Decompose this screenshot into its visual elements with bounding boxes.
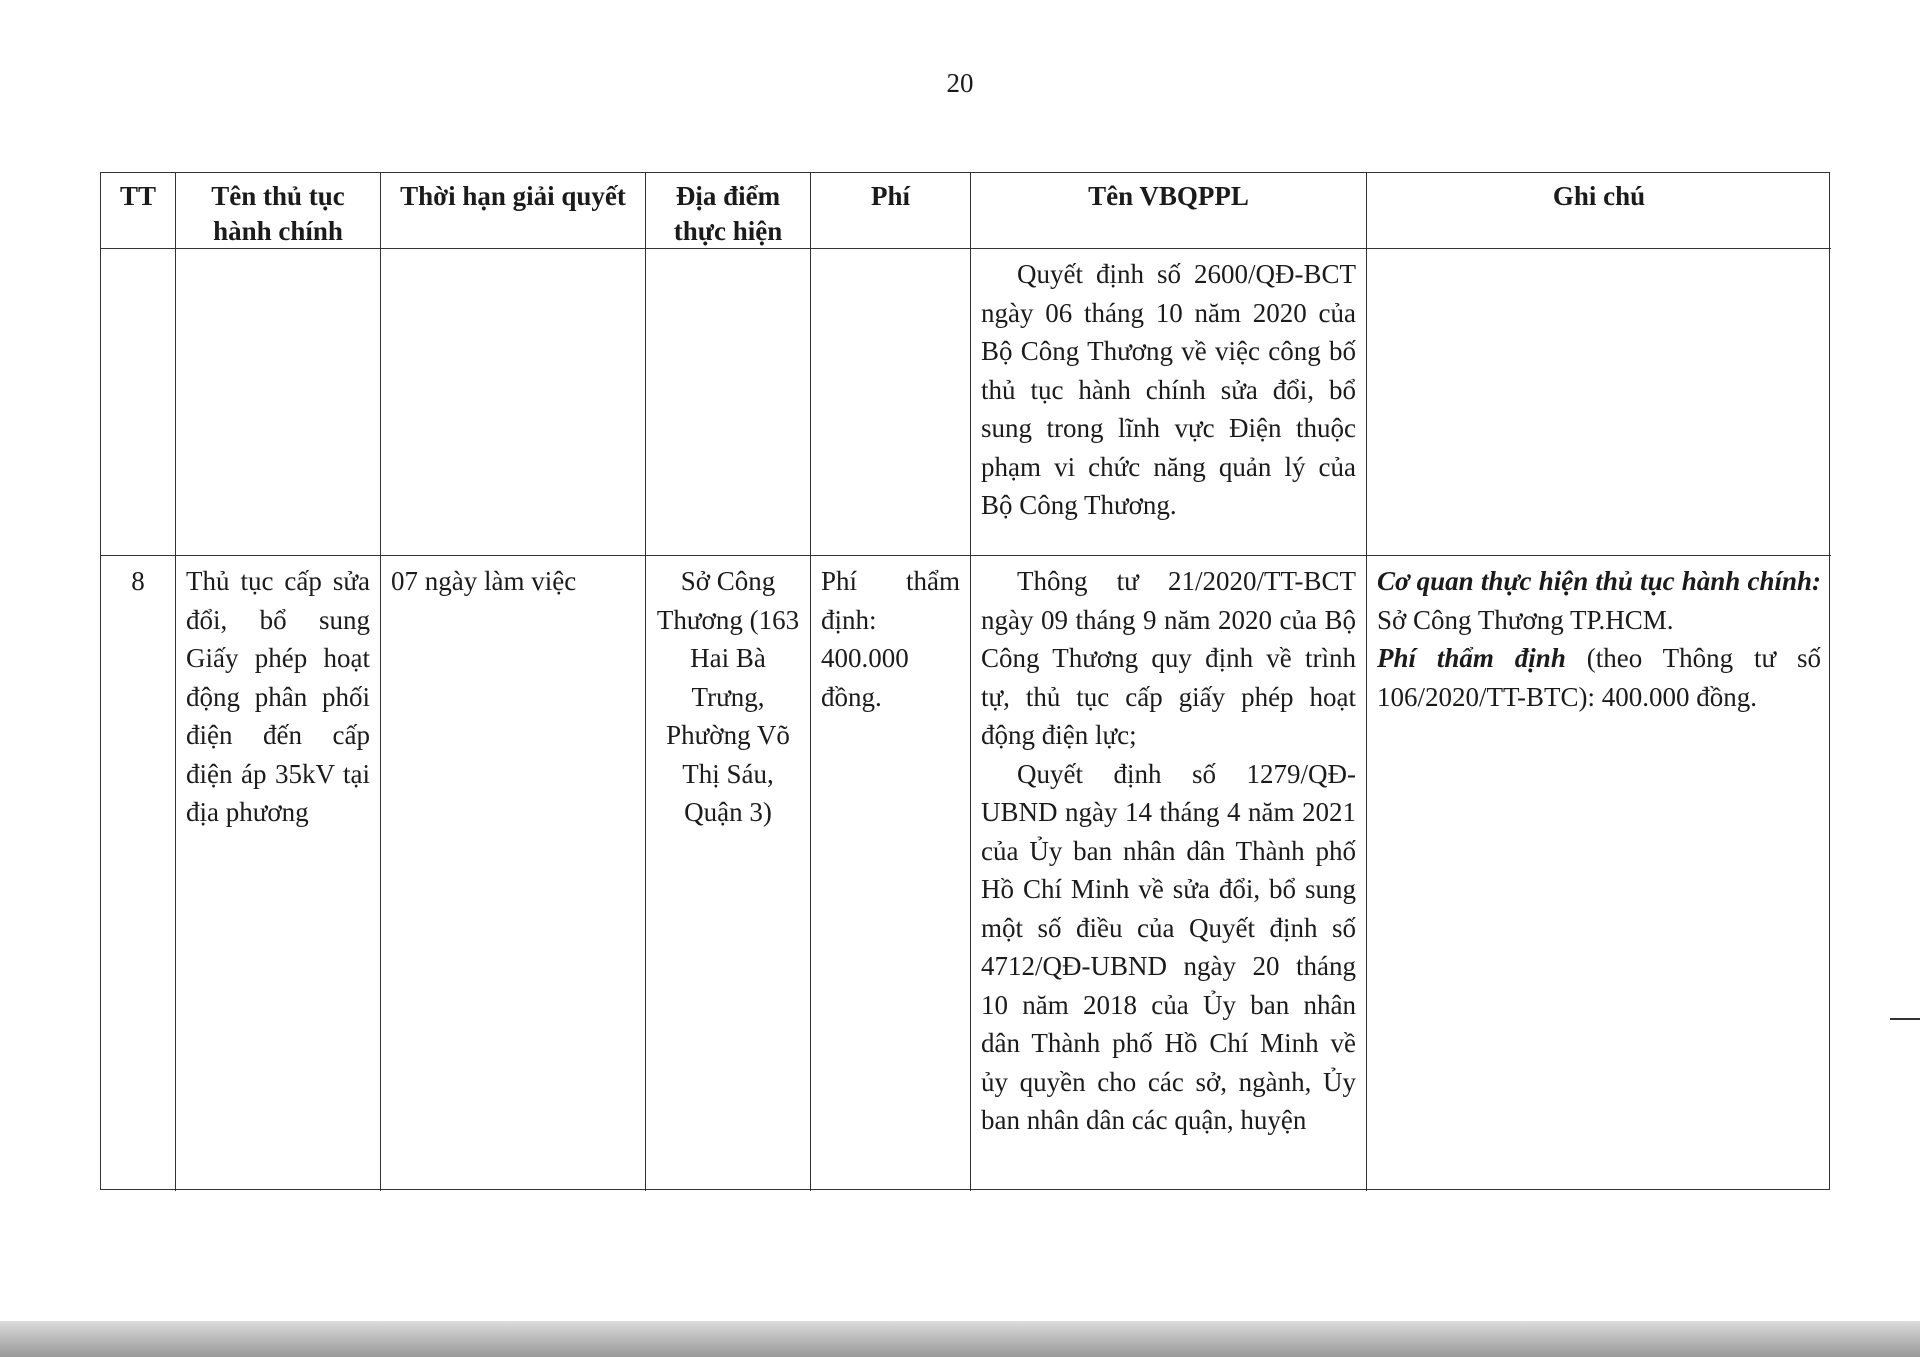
- row-8-legal-text-1: Thông tư 21/2020/TT-BCT ngày 09 tháng 9 năm 2020 của Bộ Công Thương quy định về trình tự, thủ tục cấp giấy phép hoạt động điện lực;: [981, 566, 1356, 750]
- page-number: 20: [946, 68, 974, 98]
- note-fee-label: Phí thẩm định: [1377, 643, 1566, 673]
- header-legal-document: Tên VBQPPL: [971, 173, 1367, 249]
- header-tt: TT: [101, 173, 176, 249]
- row-8-fee: Phí thẩm định: 400.000 đồng.: [811, 556, 971, 1191]
- continuation-legal-text: Quyết định số 2600/QĐ-BCT ngày 06 tháng 10 năm 2020 của Bộ Công Thương về việc công bố thủ tục hành chính sửa đổi, bổ sung trong lĩnh vực Điện thuộc phạm vi chức năng quản lý của Bộ Công Thương.: [971, 249, 1367, 556]
- scan-shadow-bar: [0, 1321, 1920, 1357]
- continuation-time-cell: [381, 249, 646, 556]
- row-8-note-1: [1377, 562, 1821, 639]
- note-agency-text: Sở Công Thương TP.HCM.: [1377, 604, 1674, 635]
- header-location: Địa điểm thực hiện: [646, 173, 811, 249]
- note-agency-label: Cơ quan thực hiện thủ tục hành chính:: [1377, 566, 1821, 596]
- row-8-processing-time: 07 ngày làm việc: [381, 556, 646, 1191]
- header-procedure-name: Tên thủ tục hành chính: [176, 173, 381, 249]
- note-fee-text: (theo Thông tư số 106/2020/TT-BTC): 400.000 đồng.: [1377, 643, 1821, 712]
- row-8-legal-text-2: Quyết định số 1279/QĐ-UBND ngày 14 tháng 4 năm 2021 của Ủy ban nhân dân Thành phố Hồ Chí Minh về sửa đổi, bổ sung một số điều của Quyết định số 4712/QĐ-UBND ngày 20 tháng 10 năm 2018 của Ủy ban nhân dân Thành phố Hồ Chí Minh về ủy quyền cho các sở, ngành, Ủy ban nhân dân các quận, huyện: [981, 758, 1356, 1135]
- row-8-legal-documents: [971, 556, 1367, 1191]
- header-notes: Ghi chú: [1367, 173, 1831, 249]
- continuation-notes-cell: [1367, 249, 1831, 556]
- row-8-procedure-name: Thủ tục cấp sửa đổi, bổ sung Giấy phép hoạt động phân phối điện đến cấp điện áp 35kV tại địa phương: [176, 556, 381, 1191]
- row-8-notes: [1367, 556, 1831, 1191]
- procedure-table: [100, 172, 1830, 1190]
- header-fee: Phí: [811, 173, 971, 249]
- row-8-tt: 8: [101, 556, 176, 1191]
- header-processing-time: Thời hạn giải quyết: [381, 173, 646, 249]
- continuation-tt-cell: [101, 249, 176, 556]
- scan-edge-mark: [1890, 1018, 1920, 1020]
- continuation-location-cell: [646, 249, 811, 556]
- continuation-procedure-cell: [176, 249, 381, 556]
- row-8-note-2: [1377, 639, 1821, 716]
- continuation-fee-cell: [811, 249, 971, 556]
- row-8-location: Sở Công Thương (163 Hai Bà Trưng, Phường Võ Thị Sáu, Quận 3): [646, 556, 811, 1191]
